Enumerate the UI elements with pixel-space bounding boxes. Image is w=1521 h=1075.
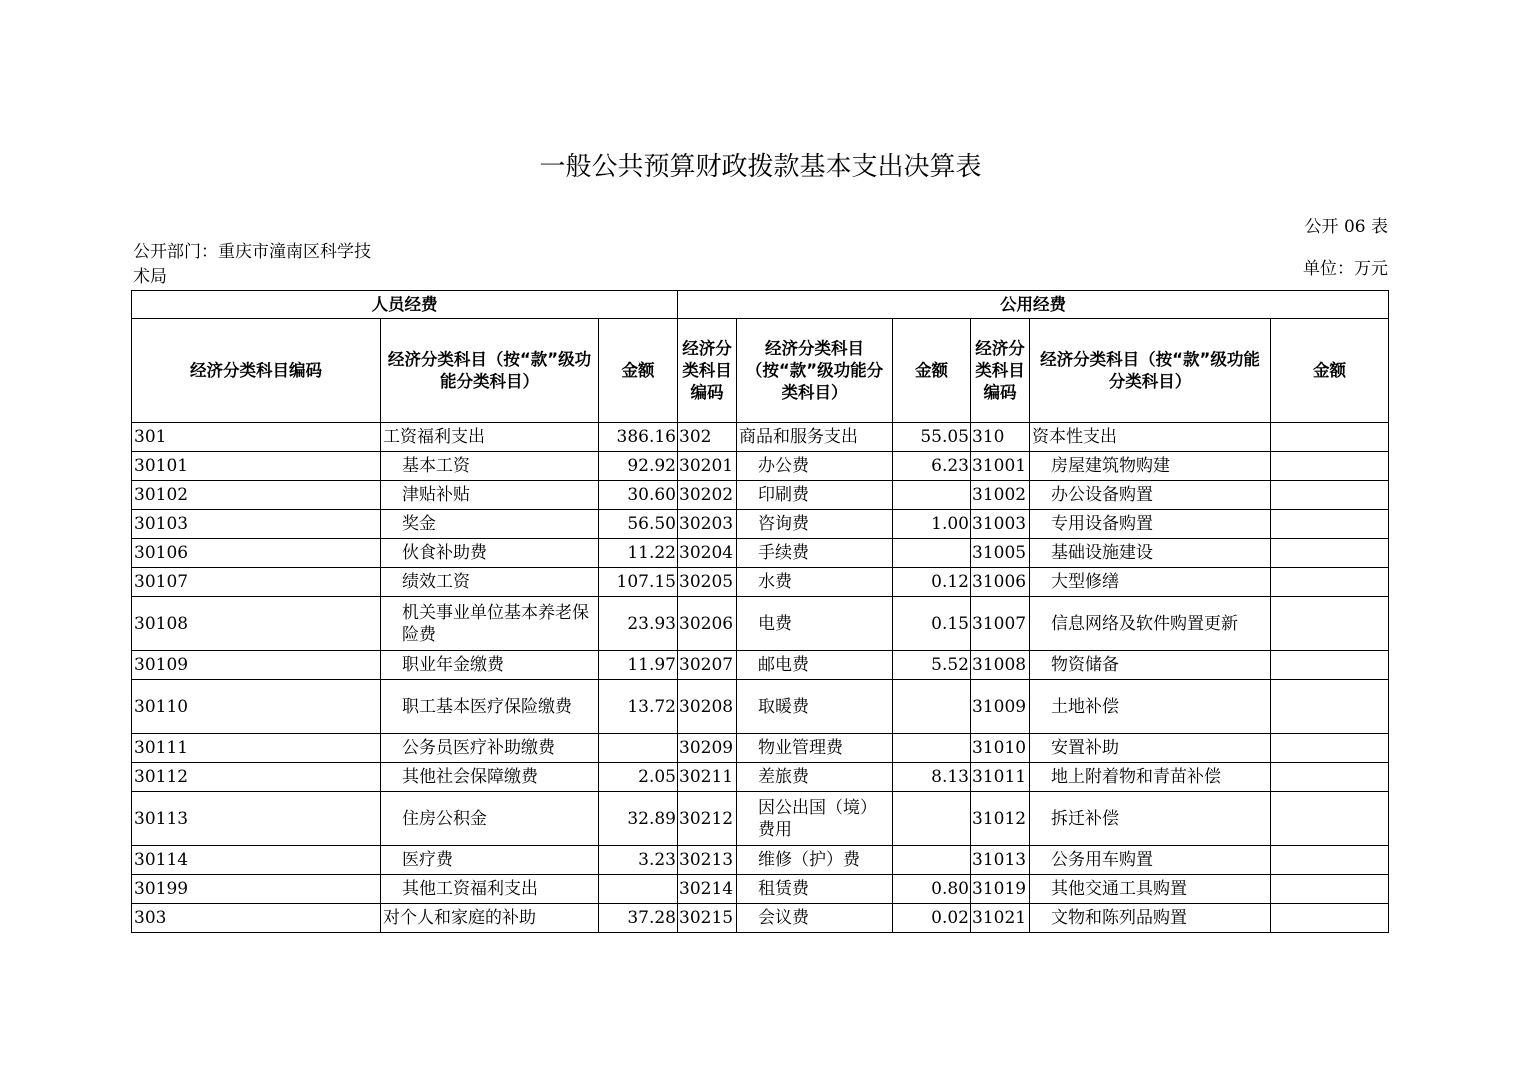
subject-cell: 职工基本医疗保险缴费 — [381, 680, 599, 734]
amount-cell — [1271, 680, 1389, 734]
code-cell: 31009 — [971, 680, 1030, 734]
subject-cell: 住房公积金 — [381, 792, 599, 846]
subject-cell: 伙食补助费 — [381, 539, 599, 568]
amount-cell — [1271, 481, 1389, 510]
subject-cell: 信息网络及软件购置更新 — [1030, 597, 1271, 651]
subject-cell: 专用设备购置 — [1030, 510, 1271, 539]
subject-header-3: 经济分类科目（按“款”级功能分类科目） — [1030, 319, 1271, 423]
amount-cell — [1271, 846, 1389, 875]
code-header-2: 经济分类科目编码 — [678, 319, 737, 423]
subject-cell: 对个人和家庭的补助 — [381, 904, 599, 933]
budget-table — [131, 290, 1389, 933]
table-row — [132, 568, 1389, 597]
subject-cell: 手续费 — [737, 539, 893, 568]
amount-cell: 8.13 — [893, 763, 971, 792]
code-cell: 31021 — [971, 904, 1030, 933]
subject-cell: 邮电费 — [737, 651, 893, 680]
code-cell: 30208 — [678, 680, 737, 734]
subject-cell: 租赁费 — [737, 875, 893, 904]
subject-cell: 大型修缮 — [1030, 568, 1271, 597]
code-cell: 30103 — [132, 510, 381, 539]
code-cell: 30106 — [132, 539, 381, 568]
code-cell: 30215 — [678, 904, 737, 933]
table-row — [132, 680, 1389, 734]
subject-cell: 取暖费 — [737, 680, 893, 734]
personnel-header: 人员经费 — [132, 291, 678, 319]
subject-cell: 资本性支出 — [1030, 423, 1271, 452]
code-cell: 30205 — [678, 568, 737, 597]
subject-cell: 奖金 — [381, 510, 599, 539]
code-cell: 30101 — [132, 452, 381, 481]
table-row — [132, 792, 1389, 846]
code-cell: 303 — [132, 904, 381, 933]
amount-cell: 92.92 — [599, 452, 678, 481]
code-cell: 30102 — [132, 481, 381, 510]
amount-cell — [1271, 904, 1389, 933]
amount-header-3: 金额 — [1271, 319, 1389, 423]
amount-cell: 32.89 — [599, 792, 678, 846]
amount-cell — [893, 680, 971, 734]
table-row — [132, 510, 1389, 539]
code-cell: 31006 — [971, 568, 1030, 597]
table-row — [132, 763, 1389, 792]
code-cell: 30203 — [678, 510, 737, 539]
amount-cell: 11.97 — [599, 651, 678, 680]
subject-cell: 拆迁补偿 — [1030, 792, 1271, 846]
subject-cell: 会议费 — [737, 904, 893, 933]
subject-cell: 安置补助 — [1030, 734, 1271, 763]
amount-cell — [1271, 423, 1389, 452]
code-cell: 31008 — [971, 651, 1030, 680]
amount-cell: 107.15 — [599, 568, 678, 597]
subject-cell: 津贴补贴 — [381, 481, 599, 510]
code-cell: 30202 — [678, 481, 737, 510]
code-cell: 31011 — [971, 763, 1030, 792]
code-cell: 30206 — [678, 597, 737, 651]
amount-cell — [893, 792, 971, 846]
subject-cell: 其他交通工具购置 — [1030, 875, 1271, 904]
subject-cell: 土地补偿 — [1030, 680, 1271, 734]
table-row — [132, 734, 1389, 763]
code-cell: 30107 — [132, 568, 381, 597]
amount-cell: 6.23 — [893, 452, 971, 481]
subject-cell: 房屋建筑物购建 — [1030, 452, 1271, 481]
subject-header: 经济分类科目（按“款”级功能分类科目） — [381, 319, 599, 423]
subject-cell: 机关事业单位基本养老保险费 — [381, 597, 599, 651]
amount-cell: 56.50 — [599, 510, 678, 539]
code-cell: 31010 — [971, 734, 1030, 763]
subject-cell: 其他工资福利支出 — [381, 875, 599, 904]
code-cell: 30109 — [132, 651, 381, 680]
table-row — [132, 651, 1389, 680]
amount-cell — [1271, 510, 1389, 539]
subject-cell: 办公费 — [737, 452, 893, 481]
code-cell: 30204 — [678, 539, 737, 568]
subject-cell: 维修（护）费 — [737, 846, 893, 875]
amount-cell — [599, 734, 678, 763]
code-cell: 30209 — [678, 734, 737, 763]
subject-cell: 差旅费 — [737, 763, 893, 792]
code-cell: 30201 — [678, 452, 737, 481]
amount-cell: 5.52 — [893, 651, 971, 680]
subject-cell: 绩效工资 — [381, 568, 599, 597]
amount-cell — [1271, 539, 1389, 568]
table-row — [132, 846, 1389, 875]
code-header-3: 经济分类科目编码 — [971, 319, 1030, 423]
subject-cell: 因公出国（境）费用 — [737, 792, 893, 846]
amount-header: 金额 — [599, 319, 678, 423]
code-cell: 31002 — [971, 481, 1030, 510]
subject-cell: 基本工资 — [381, 452, 599, 481]
subject-cell: 商品和服务支出 — [737, 423, 893, 452]
code-cell: 30213 — [678, 846, 737, 875]
table-row — [132, 875, 1389, 904]
amount-cell: 0.15 — [893, 597, 971, 651]
amount-cell — [1271, 734, 1389, 763]
public-header: 公用经费 — [678, 291, 1389, 319]
code-cell: 31019 — [971, 875, 1030, 904]
table-row — [132, 597, 1389, 651]
amount-cell: 30.60 — [599, 481, 678, 510]
amount-cell — [1271, 792, 1389, 846]
code-header: 经济分类科目编码 — [132, 319, 381, 423]
amount-cell — [1271, 568, 1389, 597]
code-cell: 30214 — [678, 875, 737, 904]
code-cell: 30114 — [132, 846, 381, 875]
code-cell: 31012 — [971, 792, 1030, 846]
amount-cell: 37.28 — [599, 904, 678, 933]
amount-cell: 0.12 — [893, 568, 971, 597]
subject-cell: 文物和陈列品购置 — [1030, 904, 1271, 933]
subject-cell: 办公设备购置 — [1030, 481, 1271, 510]
unit-label: 单位：万元 — [1303, 259, 1388, 279]
amount-cell: 23.93 — [599, 597, 678, 651]
code-cell: 31007 — [971, 597, 1030, 651]
subject-cell: 地上附着物和青苗补偿 — [1030, 763, 1271, 792]
subject-cell: 工资福利支出 — [381, 423, 599, 452]
subject-cell: 其他社会保障缴费 — [381, 763, 599, 792]
amount-cell: 2.05 — [599, 763, 678, 792]
amount-cell: 11.22 — [599, 539, 678, 568]
code-cell: 310 — [971, 423, 1030, 452]
amount-cell: 13.72 — [599, 680, 678, 734]
subject-cell: 咨询费 — [737, 510, 893, 539]
amount-cell — [893, 481, 971, 510]
amount-cell — [893, 539, 971, 568]
code-cell: 30108 — [132, 597, 381, 651]
code-cell: 31005 — [971, 539, 1030, 568]
amount-cell: 0.02 — [893, 904, 971, 933]
amount-cell — [1271, 452, 1389, 481]
subject-cell: 基础设施建设 — [1030, 539, 1271, 568]
code-cell: 30212 — [678, 792, 737, 846]
department-label: 公开部门：重庆市潼南区科学技术局 — [133, 242, 371, 287]
amount-cell — [1271, 875, 1389, 904]
code-cell: 30199 — [132, 875, 381, 904]
amount-cell: 0.80 — [893, 875, 971, 904]
table-body — [132, 423, 1389, 933]
amount-cell — [1271, 763, 1389, 792]
table-row — [132, 423, 1389, 452]
amount-cell: 1.00 — [893, 510, 971, 539]
subject-cell: 医疗费 — [381, 846, 599, 875]
amount-cell: 386.16 — [599, 423, 678, 452]
table-row — [132, 904, 1389, 933]
subject-cell: 职业年金缴费 — [381, 651, 599, 680]
code-cell: 31003 — [971, 510, 1030, 539]
amount-cell — [599, 875, 678, 904]
code-cell: 30111 — [132, 734, 381, 763]
form-number: 公开 06 表 — [1304, 217, 1388, 237]
subject-cell: 公务用车购置 — [1030, 846, 1271, 875]
code-cell: 30110 — [132, 680, 381, 734]
amount-cell — [893, 846, 971, 875]
code-cell: 30112 — [132, 763, 381, 792]
amount-cell — [1271, 651, 1389, 680]
table-row — [132, 452, 1389, 481]
subject-cell: 物资储备 — [1030, 651, 1271, 680]
code-cell: 31013 — [971, 846, 1030, 875]
page-title: 一般公共预算财政拨款基本支出决算表 — [539, 152, 982, 182]
amount-cell — [1271, 597, 1389, 651]
amount-header-2: 金额 — [893, 319, 971, 423]
amount-cell: 55.05 — [893, 423, 971, 452]
amount-cell: 3.23 — [599, 846, 678, 875]
subject-header-2: 经济分类科目（按“款”级功能分类科目） — [737, 319, 893, 423]
code-cell: 31001 — [971, 452, 1030, 481]
code-cell: 30207 — [678, 651, 737, 680]
subject-cell: 公务员医疗补助缴费 — [381, 734, 599, 763]
table-row — [132, 539, 1389, 568]
subject-cell: 印刷费 — [737, 481, 893, 510]
code-cell: 302 — [678, 423, 737, 452]
subject-cell: 物业管理费 — [737, 734, 893, 763]
code-cell: 301 — [132, 423, 381, 452]
code-cell: 30113 — [132, 792, 381, 846]
amount-cell — [893, 734, 971, 763]
subject-cell: 水费 — [737, 568, 893, 597]
subject-cell: 电费 — [737, 597, 893, 651]
table-row — [132, 481, 1389, 510]
code-cell: 30211 — [678, 763, 737, 792]
